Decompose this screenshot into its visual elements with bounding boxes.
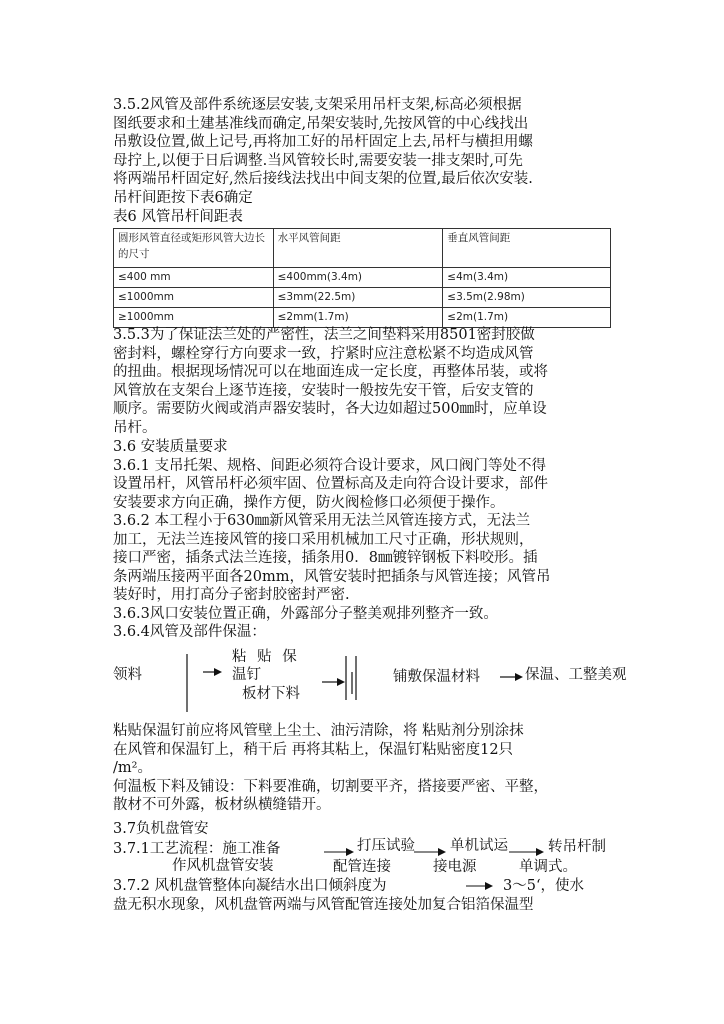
text-line: /m²。 (113, 760, 152, 776)
text-line: 加工，无法兰连接风管的接口采用机械加工尺寸正确，形状规则， (113, 531, 534, 548)
text-line: 3.5.2风管及部件系统逐层安装,支架采用吊杆支架,标高必须根据 (113, 97, 522, 113)
fcu-flow-step: 3.7.1工艺流程：施工准备 (113, 841, 281, 857)
section-372-slope: 3～5‘，使水 (503, 878, 585, 894)
flow-step-lay-insulation: 铺敷保温材料 (393, 669, 480, 685)
text-line: 吊敷设位置,做上记号,再将加工好的吊杆固定上去,吊杆与横担用螺 (113, 134, 533, 150)
table-cell: ≤3mm(22.5m) (273, 288, 443, 308)
table-header-cell: 圆形风管直径或矩形风管大边长的尺寸 (114, 229, 274, 268)
table-cell: ≤2mm(1.7m) (273, 308, 443, 328)
text-line: 风管放在支架台上逐节连接，安装时一般按先安干管，后安支管的 (113, 382, 534, 399)
flow-step-pins-bottom: 温钉 (232, 667, 261, 683)
text-line: 图纸要求和土建基准线而确定,吊架安装时,先按风管的中心线找出 (113, 115, 529, 132)
text-line: 在风管和保温钉上，稍干后 再将其粘上，保温钉粘贴密度12只 (113, 741, 514, 758)
section-372-line: 盘无积水现象，风机盘管两端与风管配管连接处加复合铝箔保温型 (113, 897, 534, 913)
flow-step-pins-top: 粘 贴 保 (232, 649, 300, 665)
text-line: 的扭曲。根据现场情况可以在地面连成一定长度，再整体吊装，或将 (113, 364, 548, 380)
fcu-flow-step: 接电源 (433, 859, 477, 875)
fcu-flow-step: 作风机盘管安装 (172, 858, 274, 874)
text-line: 吊杆间距按下表6确定 (113, 189, 253, 206)
text-line: 条两端压接两平面各20mm，风管安装时把插条与风管连接；风管吊 (113, 568, 551, 585)
text-line: 3.6.4风管及部件保温： (113, 624, 266, 640)
text-line: 装好时，用打高分子密封胶密封严密. (113, 587, 350, 603)
text-line: 母拧上,以便于日后调整.当风管较长时,需要安装一排支架时,可先 (113, 152, 523, 169)
fcu-flow-step: 单调式。 (519, 859, 577, 875)
text-line: 安装要求方向正确，操作方便，防火阀检修口必须便于操作。 (113, 494, 505, 511)
text-line: 密封料，螺栓穿行方向要求一致，拧紧时应注意松紧不均造成风管 (113, 345, 534, 362)
text-line: 接口严密，插条式法兰连接，插条用0．8㎜镀锌钢板下料咬形。插 (113, 550, 538, 566)
text-line: 3.5.3为了保证法兰处的严密性，法兰之间垫料采用8501密封胶做 (113, 327, 535, 343)
table-cell: ≤2m(1.7m) (443, 308, 611, 328)
table-header-cell: 垂直风管间距 (443, 229, 611, 268)
text-line: 3.6.3风口安装位置正确，外露部分子整美观排列整齐一致。 (113, 605, 498, 622)
text-line: 将两端吊杆固定好,然后接线法找出中间支架的位置,最后依次安装. (113, 171, 533, 187)
fcu-flow-step: 打压试验 (357, 838, 415, 854)
table-cell: ≤3.5m(2.98m) (443, 288, 611, 308)
fcu-flow-step: 单机试运 (450, 838, 508, 854)
section-title: 3.6 安装质量要求 (113, 439, 228, 455)
text-line: 3.6.1 支吊托架、规格、间距必须符合设计要求，风口阀门等处不得 (113, 457, 547, 474)
text-line: 顺序。需要防火阀或消声器安装时，各大边如超过500㎜时，应单设 (113, 401, 547, 417)
fcu-flow-step: 配管连接 (333, 859, 391, 875)
section-372-line: 3.7.2 风机盘管整体向凝结水出口倾斜度为 (113, 878, 387, 894)
table-cell: ≤400 mm (114, 268, 274, 288)
table-caption: 表6 风管吊杆间距表 (113, 209, 243, 225)
fcu-flow-step: 转吊杆制 (548, 839, 606, 855)
flow-step-result: 保温、工整美观 (525, 667, 627, 683)
table-cell: ≤1000mm (114, 288, 274, 308)
section-37-title: 3.7负机盘管安 (113, 821, 209, 837)
text-line: 何温板下料及铺设：下料要准确，切割要平齐，搭接要严密、平整， (113, 778, 548, 795)
flow-step-board-cut: 板材下料 (242, 686, 300, 702)
table-header-cell: 水平风管间距 (273, 229, 443, 268)
table-cell: ≤4m(3.4m) (443, 268, 611, 288)
text-line: 粘贴保温钉前应将风管壁上尘土、油污清除，将 粘贴剂分别涂抹 (113, 723, 524, 739)
table-cell: ≥1000mm (114, 308, 274, 328)
table-cell: ≤400mm(3.4m) (273, 268, 443, 288)
text-line: 吊杆。 (113, 419, 157, 436)
text-line: 3.6.2 本工程小于630㎜新风管采用无法兰风管连接方式，无法兰 (113, 513, 531, 529)
text-line: 设置吊杆，风管吊杆必须牢固、位置标高及走向符合设计要求，部件 (113, 476, 548, 492)
flow-step-collect: 领料 (113, 667, 142, 683)
text-line: 散材不可外露，板材纵横缝错开。 (113, 797, 331, 813)
